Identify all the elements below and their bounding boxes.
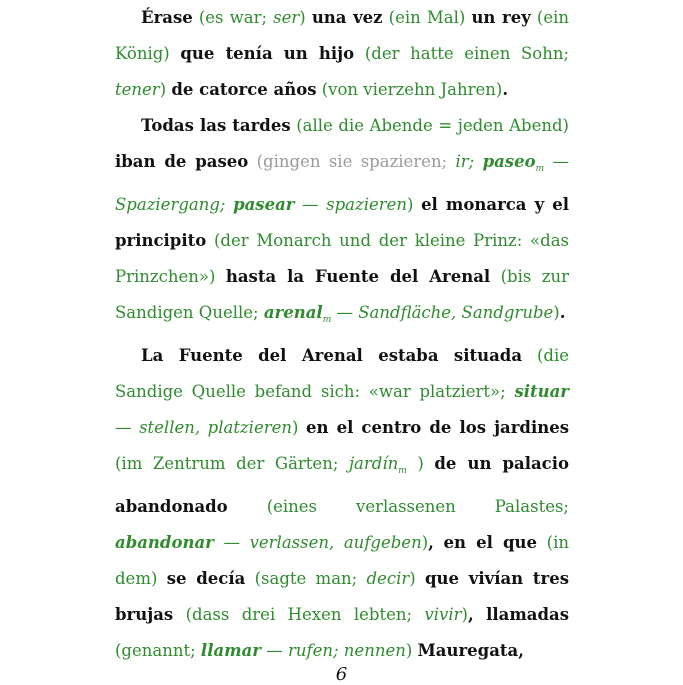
spanish-text: en el centro de los jardines [306,418,570,437]
spanish-text: una vez [311,8,383,27]
spanish-text: Érase [141,8,193,27]
german-gloss: (gingen sie spazieren; ir; paseo$_m$ — Spaziergang; pasear — spazieren) [115,152,570,214]
german-gloss: (dass drei Hexen lebten; vivir) [185,605,468,624]
german-gloss: (in dem) [115,533,570,588]
spanish-text: Mauregata, [417,641,524,660]
spanish-text: el monarca y el principito [115,195,570,250]
german-gloss: (es war; ser) [198,8,306,27]
german-gloss: (alle die Abende = jeden Abend) [296,116,569,135]
paragraph-3 [115,338,569,669]
german-gloss: (eines verlassenen Palastes; abandonar — verlassen, aufgeben) [115,497,569,552]
german-gloss: (von vierzehn Jahren) [321,80,503,99]
spanish-text: de catorce años [171,80,317,99]
text-block [115,0,569,669]
spanish-text: de un palacio abandonado [115,454,570,516]
spanish-text: iban de paseo [115,152,249,171]
german-gloss: (genannt; llamar — rufen; nennen) [115,641,413,660]
german-gloss: (die Sandige Quelle befand sich: «war platziert»; situar — stellen, platzieren) [115,346,569,437]
german-gloss: (ein Mal) [388,8,466,27]
spanish-text: se decía [166,569,246,588]
german-gloss: (im Zentrum der Gärten; jardín$_m$ ) [115,454,424,476]
punctuation: , [467,605,474,624]
page-number: 6 [335,664,348,685]
spanish-text: Todas las tardes [141,116,291,135]
punctuation: . [502,80,509,99]
german-gloss: (sagte man; decir) [254,569,416,588]
spanish-text: llamadas [486,605,569,624]
paragraph-2 [115,108,569,338]
spanish-text: hasta la Fuente del Arenal [225,267,491,286]
german-gloss: (ein König) [115,8,570,63]
german-gloss: (der hatte einen Sohn; tener) [115,44,570,99]
spanish-text: que tenía un hijo [180,44,355,63]
spanish-text: La Fuente del Arenal estaba situada [141,346,523,365]
german-gloss: (bis zur Sandigen Quelle; arenal$_m$ — Sandfläche, Sandgrube) [115,267,570,325]
german-gloss: (der Monarch und der kleine Prinz: «das Prinzchen») [115,231,570,286]
spanish-text: un rey [471,8,531,27]
punctuation: , [428,533,434,552]
paragraph-1 [115,0,569,108]
spanish-text: que vivían tres brujas [115,569,570,624]
punctuation: . [559,303,566,322]
spanish-text: en el que [443,533,538,552]
